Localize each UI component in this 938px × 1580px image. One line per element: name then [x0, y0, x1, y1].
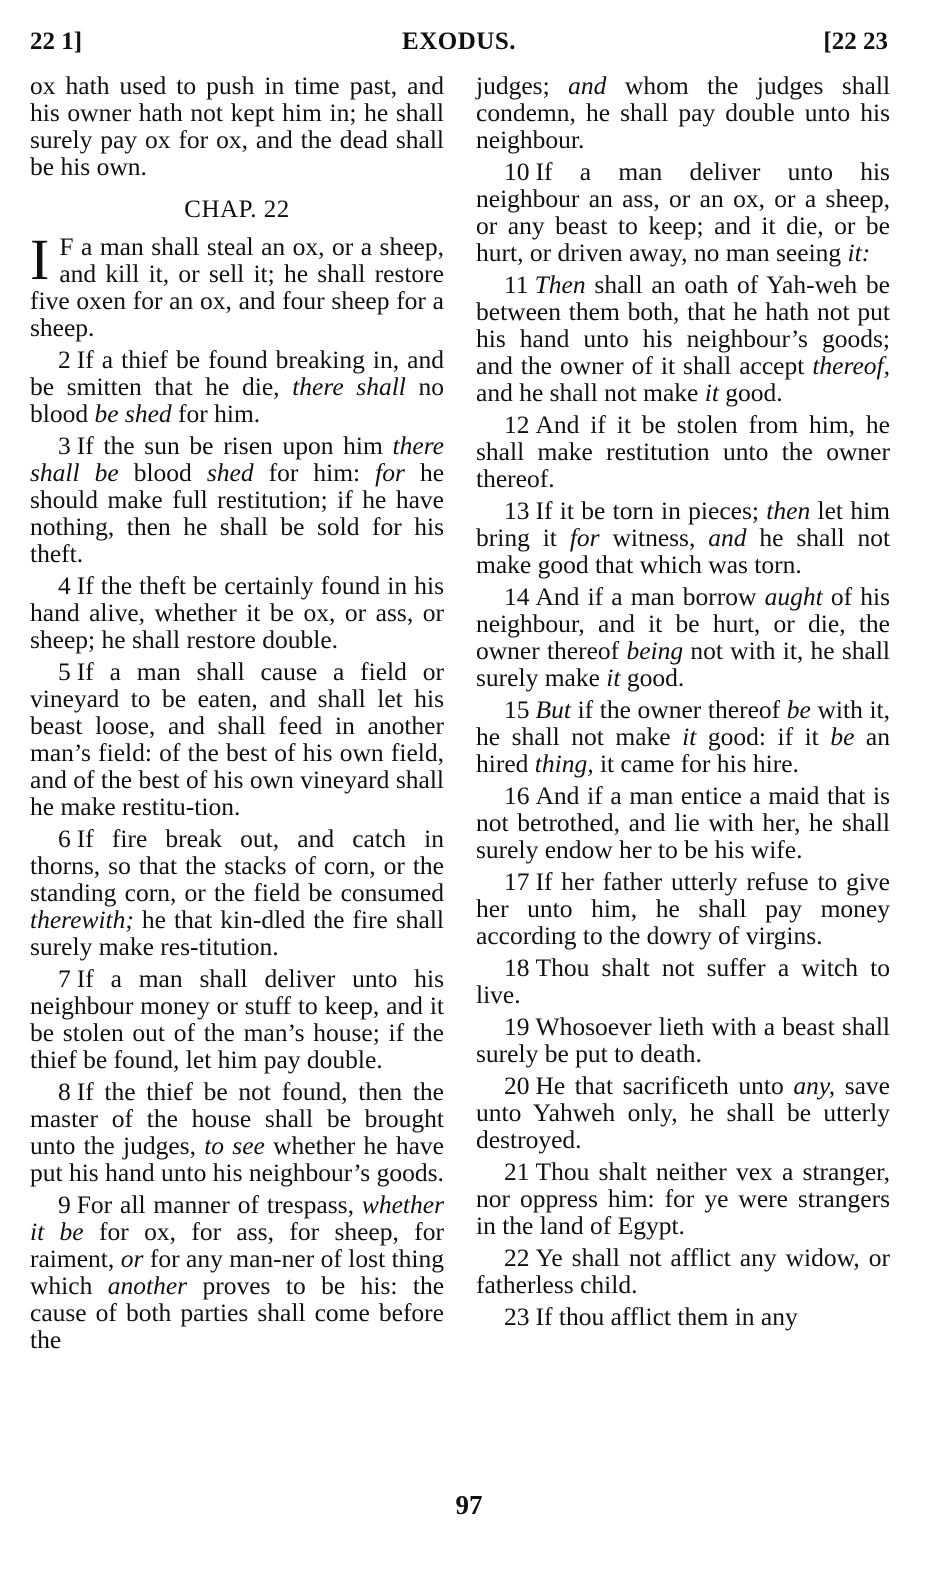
verse-5: 5 If a man shall cause a field or vineyard to be eaten, and shall let his beast loose, and shall feed in another man’s field: of the best of his own field, and of the best of his own vineyard shall he make restitu-tion.	[30, 657, 444, 821]
verse-number: 4	[58, 571, 71, 600]
verse-23: 23 If thou afflict them in any	[504, 1302, 798, 1331]
verse-number: 12	[504, 410, 530, 439]
verse-6: 6 If fire break out, and catch in thorns, so that the stacks of corn, or the standing corn, or the field be consumed therewith; he that kin-dled the fire shall surely make res-titution.	[30, 824, 444, 961]
verse-number: 5	[58, 657, 71, 686]
verse-number: 18	[504, 953, 530, 982]
verse-number: 22	[504, 1243, 530, 1272]
verse-20: 20 He that sacrificeth unto any, save unto Yahweh only, he shall be utterly destroyed.	[476, 1071, 890, 1154]
verse-10: 10 If a man deliver unto his neighbour an ass, or an ox, or a sheep, or any beast to keep; and it die, or be hurt, or driven away, no man seeing it:	[476, 157, 890, 267]
verse-19: 19 Whosoever lieth with a beast shall surely be put to death.	[476, 1012, 890, 1068]
verse-14: 14 And if a man borrow aught of his neighbour, and it be hurt, or die, the owner thereof being not with it, he shall surely make it good.	[476, 582, 891, 692]
verse-2: 2 If a thief be found breaking in, and be smitten that he die, there shall no blood be shed for him.	[30, 345, 445, 428]
continuation-text: ox hath used to push in time past, and his owner hath not kept him in; he shall surely pay ox for ox, and the dead shall be his own.	[30, 71, 444, 181]
book-title: EXODUS.	[402, 28, 516, 55]
verse-7: 7 If a man shall deliver unto his neighbour money or stuff to keep, and it be stolen out of the man’s house; if the thief be found, let him pay double.	[30, 964, 444, 1074]
chapter-heading: CHAP. 22	[184, 196, 290, 223]
verse-number: 6	[58, 824, 71, 853]
verse-3: 3 If the sun be risen upon him there shall be blood shed for him: for he should make full restitution; if he have nothing, then he shall be sold for his theft.	[30, 431, 445, 568]
verse-8: 8 If the thief be not found, then the master of the house shall be brought unto the judges, to see whether he have put his hand unto his neighbour’s goods.	[30, 1077, 444, 1187]
verse-number: 11	[504, 270, 529, 299]
verse-number: 13	[504, 496, 530, 525]
verse-number: 23	[504, 1302, 530, 1331]
verse-22: 22 Ye shall not afflict any widow, or fatherless child.	[476, 1243, 890, 1299]
verse-15: 15 But if the owner thereof be with it, he shall not make it good: if it be an hired thing, it came for his hire.	[476, 695, 890, 778]
verse-12: 12 And if it be stolen from him, he shall make restitution unto the owner thereof.	[476, 410, 890, 493]
verse-number: 2	[58, 345, 71, 374]
verse-number: 9	[58, 1190, 71, 1219]
verse-16: 16 And if a man entice a maid that is not betrothed, and lie with her, he shall surely endow her to be his wife.	[476, 781, 890, 864]
verse-number: 8	[58, 1077, 71, 1106]
page-number: 97	[455, 1490, 483, 1520]
verse-number: 21	[504, 1157, 530, 1186]
verse-number: 3	[58, 431, 71, 460]
verse-number: 14	[504, 582, 530, 611]
right-column	[476, 72, 890, 1335]
drop-cap: I	[30, 227, 50, 292]
verse-number: 7	[58, 964, 71, 993]
verse-18: 18 Thou shalt not suffer a witch to live.	[476, 953, 890, 1009]
verse-21: 21 Thou shalt neither vex a stranger, nor oppress him: for ye were strangers in the land of Egypt.	[476, 1157, 890, 1240]
running-header	[30, 28, 888, 62]
left-column	[30, 72, 444, 1358]
verse-number: 20	[504, 1071, 530, 1100]
verse-number: 10	[504, 157, 530, 186]
verse-4: 4 If the theft be certainly found in his hand alive, whether it be ox, or ass, or sheep; he shall restore double.	[30, 571, 444, 654]
verse-11: 11 Then shall an oath of Yah-weh be between them both, that he hath not put his hand unto his neighbour’s goods; and the owner of it shall accept thereof, and he shall not make it good.	[476, 270, 891, 407]
verse-9: 9 For all manner of trespass, whether it be for ox, for ass, for sheep, for raiment, or for any man-ner of lost thing which another proves to be his: the cause of both parties shall come before the	[30, 1190, 445, 1354]
verse-number: 16	[504, 781, 530, 810]
header-right-reference: [22 23	[823, 28, 888, 55]
verse-number: 17	[504, 867, 530, 896]
verse-17: 17 If her father utterly refuse to give her unto him, he shall pay money according to the dowry of virgins.	[476, 867, 890, 950]
verse-9-continuation: judges; and whom the judges shall condemn, he shall pay double unto his neighbour.	[476, 71, 891, 154]
verse-number: 19	[504, 1012, 530, 1041]
verse-number: 15	[504, 695, 530, 724]
verse-1: I F a man shall steal an ox, or a sheep, and kill it, or sell it; he shall restore five oxen for an ox, and four sheep for a sheep.	[30, 227, 444, 342]
header-left-reference: 22 1]	[30, 28, 83, 55]
verse-13: 13 If it be torn in pieces; then let him bring it for witness, and he shall not make good that which was torn.	[476, 496, 891, 579]
